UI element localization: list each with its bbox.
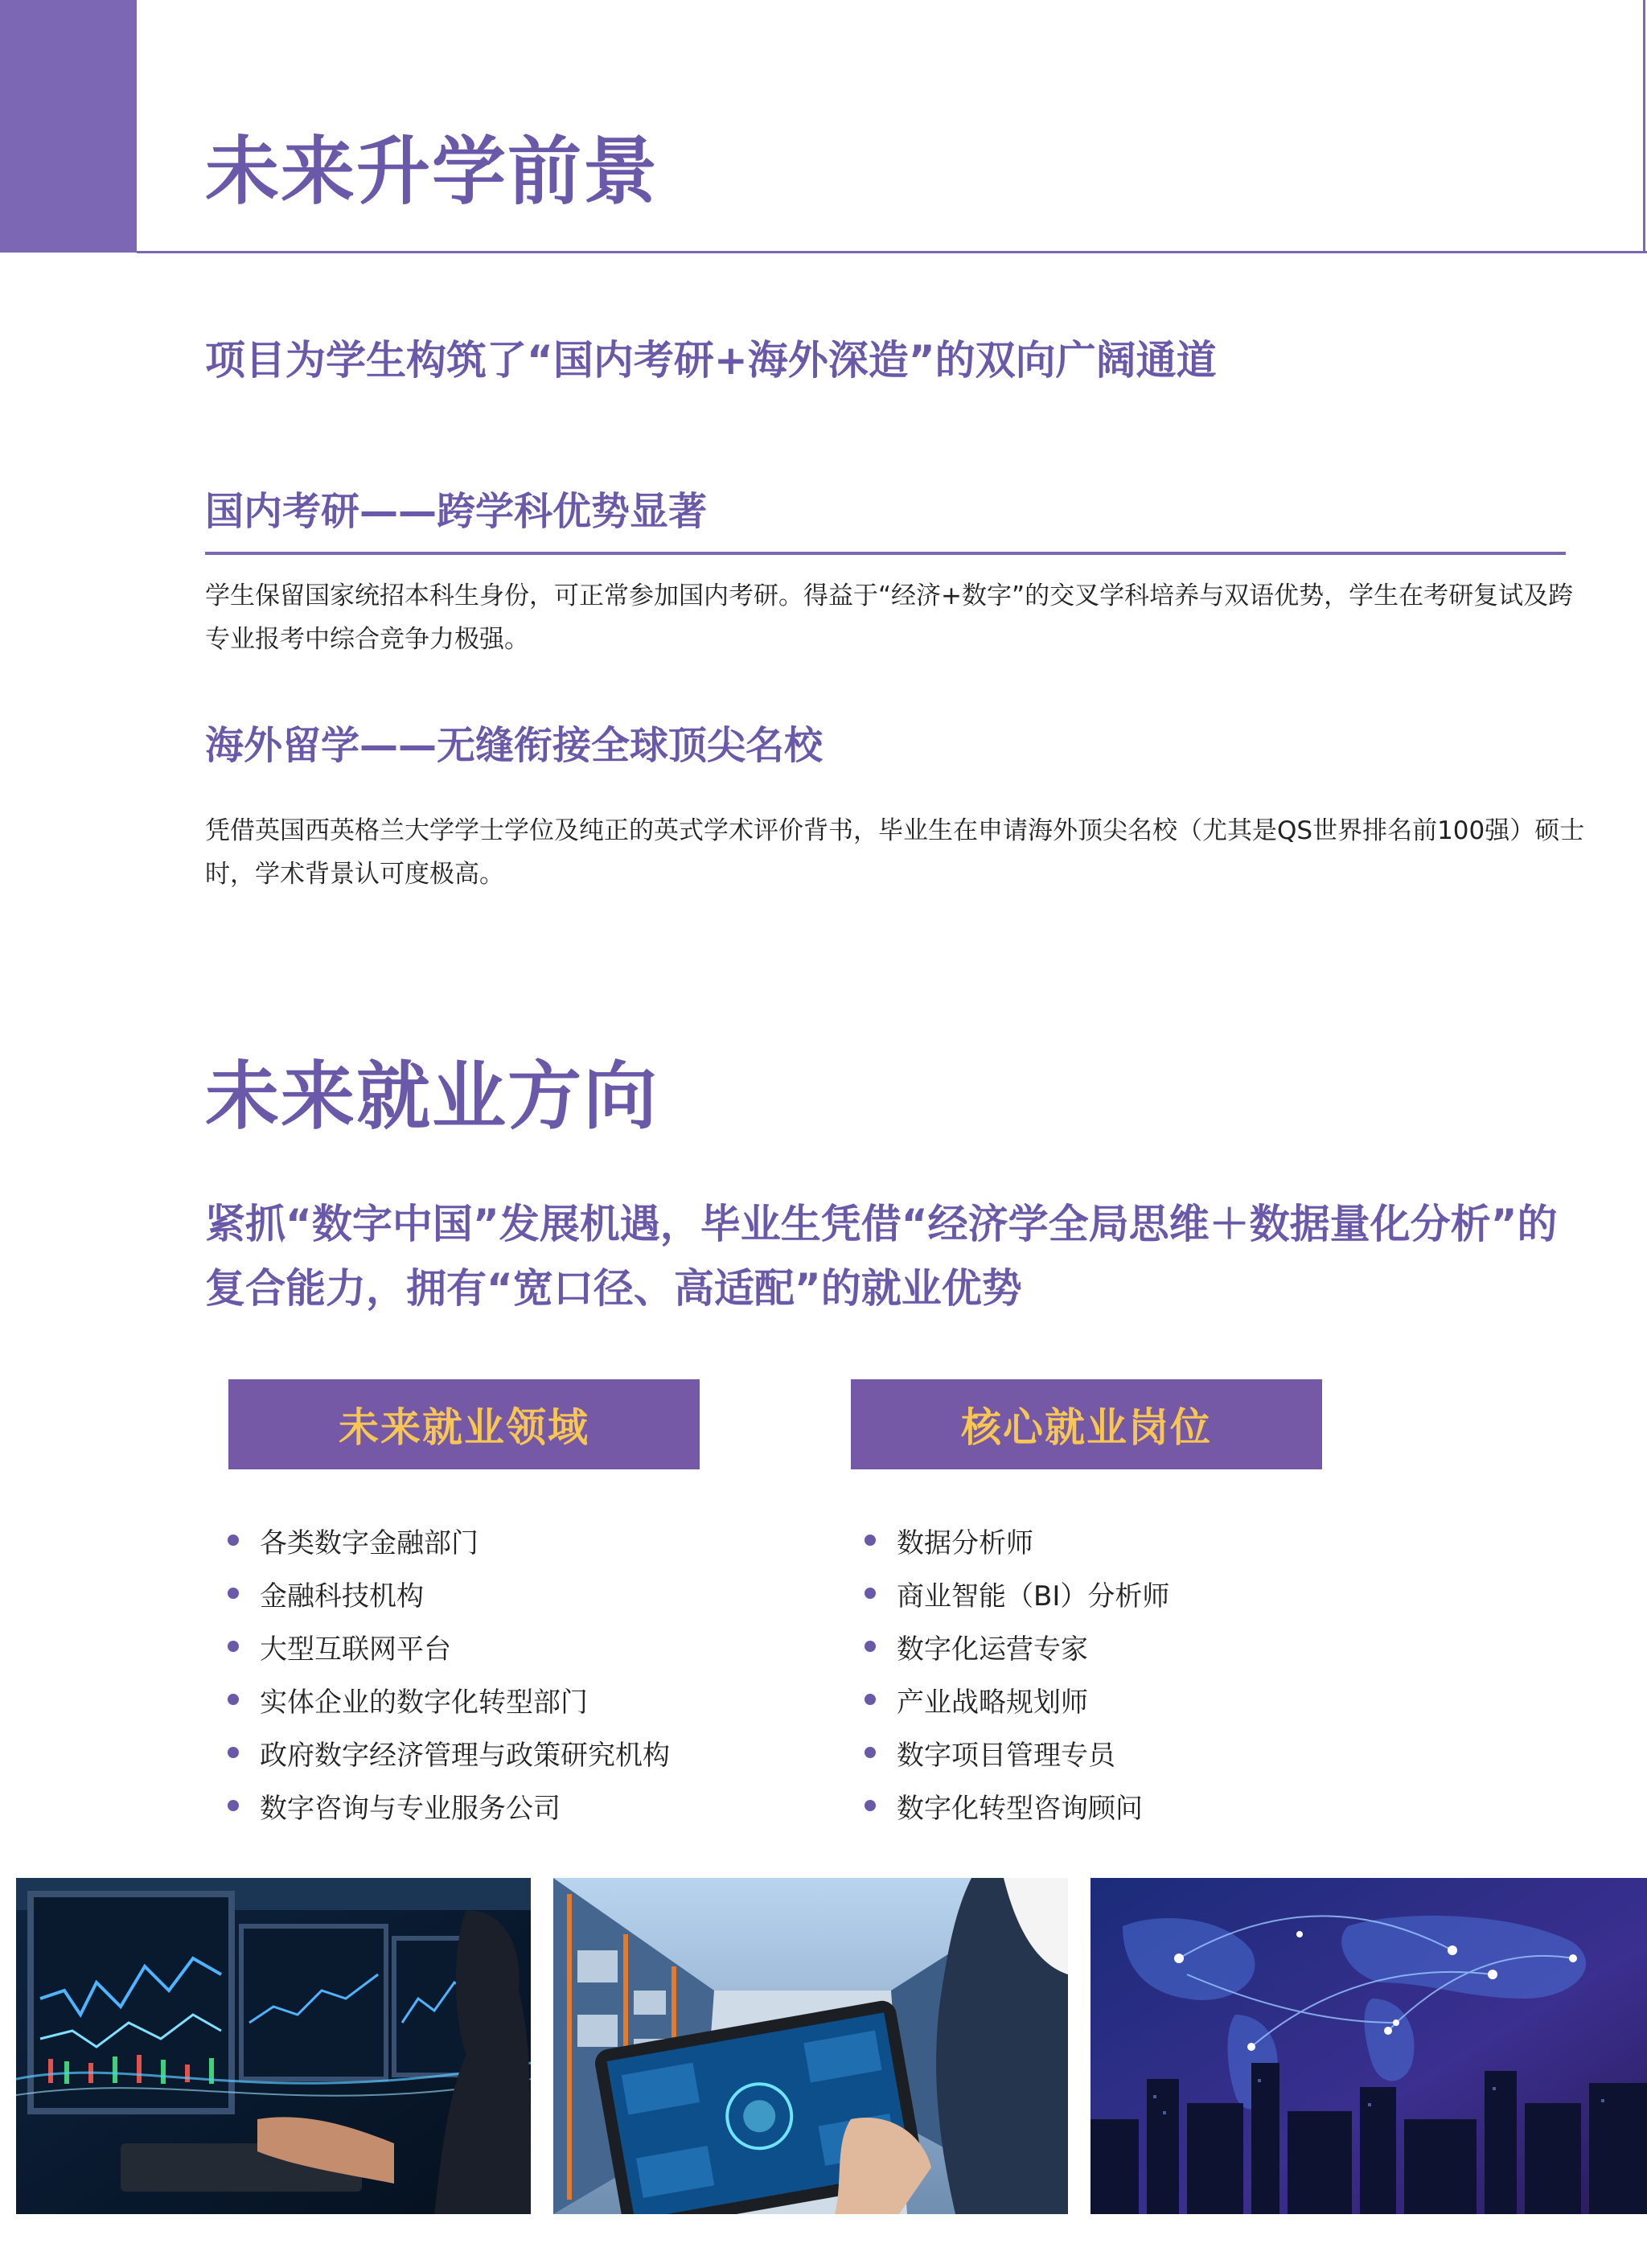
list-item: 大型互联网平台	[228, 1620, 670, 1673]
header-side-rule	[1643, 0, 1645, 253]
domestic-divider	[205, 552, 1566, 555]
fields-header: 未来就业领域	[228, 1379, 700, 1469]
list-item: 政府数字经济管理与政策研究机构	[228, 1726, 670, 1779]
study-lead: 项目为学生构筑了“国内考研+海外深造”的双向广阔通道	[205, 337, 1217, 384]
bullet-dot-icon	[228, 1588, 239, 1599]
overseas-text: 凭借英国西英格兰大学学士学位及纯正的英式学术评价背书，毕业生在申请海外顶尖名校（尤其是QS世界排名前100强）硕士时，学术背景认可度极高。	[205, 816, 1585, 889]
domestic-heading: 国内考研——跨学科优势显著	[205, 489, 708, 534]
overseas-heading: 海外留学——无缝衔接全球顶尖名校	[205, 723, 824, 768]
list-item: 数据分析师	[865, 1514, 1169, 1567]
list-item: 金融科技机构	[228, 1567, 670, 1620]
career-lead: 紧抓“数字中国”发展机遇，毕业生凭借“经济学全局思维＋数据量化分析”的复合能力，拥有“宽口径、高适配”的就业优势	[205, 1201, 1558, 1312]
header-divider	[137, 251, 1647, 253]
list-item: 数字化运营专家	[865, 1620, 1169, 1673]
bullet-dot-icon	[228, 1747, 239, 1758]
fields-list	[228, 1514, 670, 1832]
bullet-dot-icon	[865, 1694, 876, 1705]
bullet-dot-icon	[228, 1535, 239, 1546]
bullet-dot-icon	[865, 1588, 876, 1599]
warehouse-tablet-photo	[553, 1878, 1068, 2214]
positions-list	[865, 1514, 1169, 1832]
domestic-text: 学生保留国家统招本科生身份，可正常参加国内考研。得益于“经济+数字”的交叉学科培养与双语优势，学生在考研复试及跨专业报考中综合竞争力极强。	[205, 581, 1574, 654]
list-item: 数字项目管理专员	[865, 1726, 1169, 1779]
bullet-dot-icon	[228, 1694, 239, 1705]
page-title-career: 未来就业方向	[205, 1054, 659, 1140]
bullet-dot-icon	[865, 1747, 876, 1758]
bullet-dot-icon	[228, 1800, 239, 1811]
list-item: 数字咨询与专业服务公司	[228, 1779, 670, 1832]
bullet-dot-icon	[865, 1800, 876, 1811]
page-title-study: 未来升学前景	[205, 129, 659, 215]
bullet-dot-icon	[228, 1641, 239, 1652]
bullet-dot-icon	[865, 1641, 876, 1652]
bullet-dot-icon	[865, 1535, 876, 1546]
list-item: 商业智能（BI）分析师	[865, 1567, 1169, 1620]
accent-bar	[0, 0, 137, 253]
list-item: 产业战略规划师	[865, 1673, 1169, 1726]
list-item: 各类数字金融部门	[228, 1514, 670, 1567]
list-item: 实体企业的数字化转型部门	[228, 1673, 670, 1726]
trading-monitors-photo	[16, 1878, 531, 2214]
list-item: 数字化转型咨询顾问	[865, 1779, 1169, 1832]
global-network-photo	[1090, 1878, 1647, 2214]
positions-header: 核心就业岗位	[851, 1379, 1322, 1469]
